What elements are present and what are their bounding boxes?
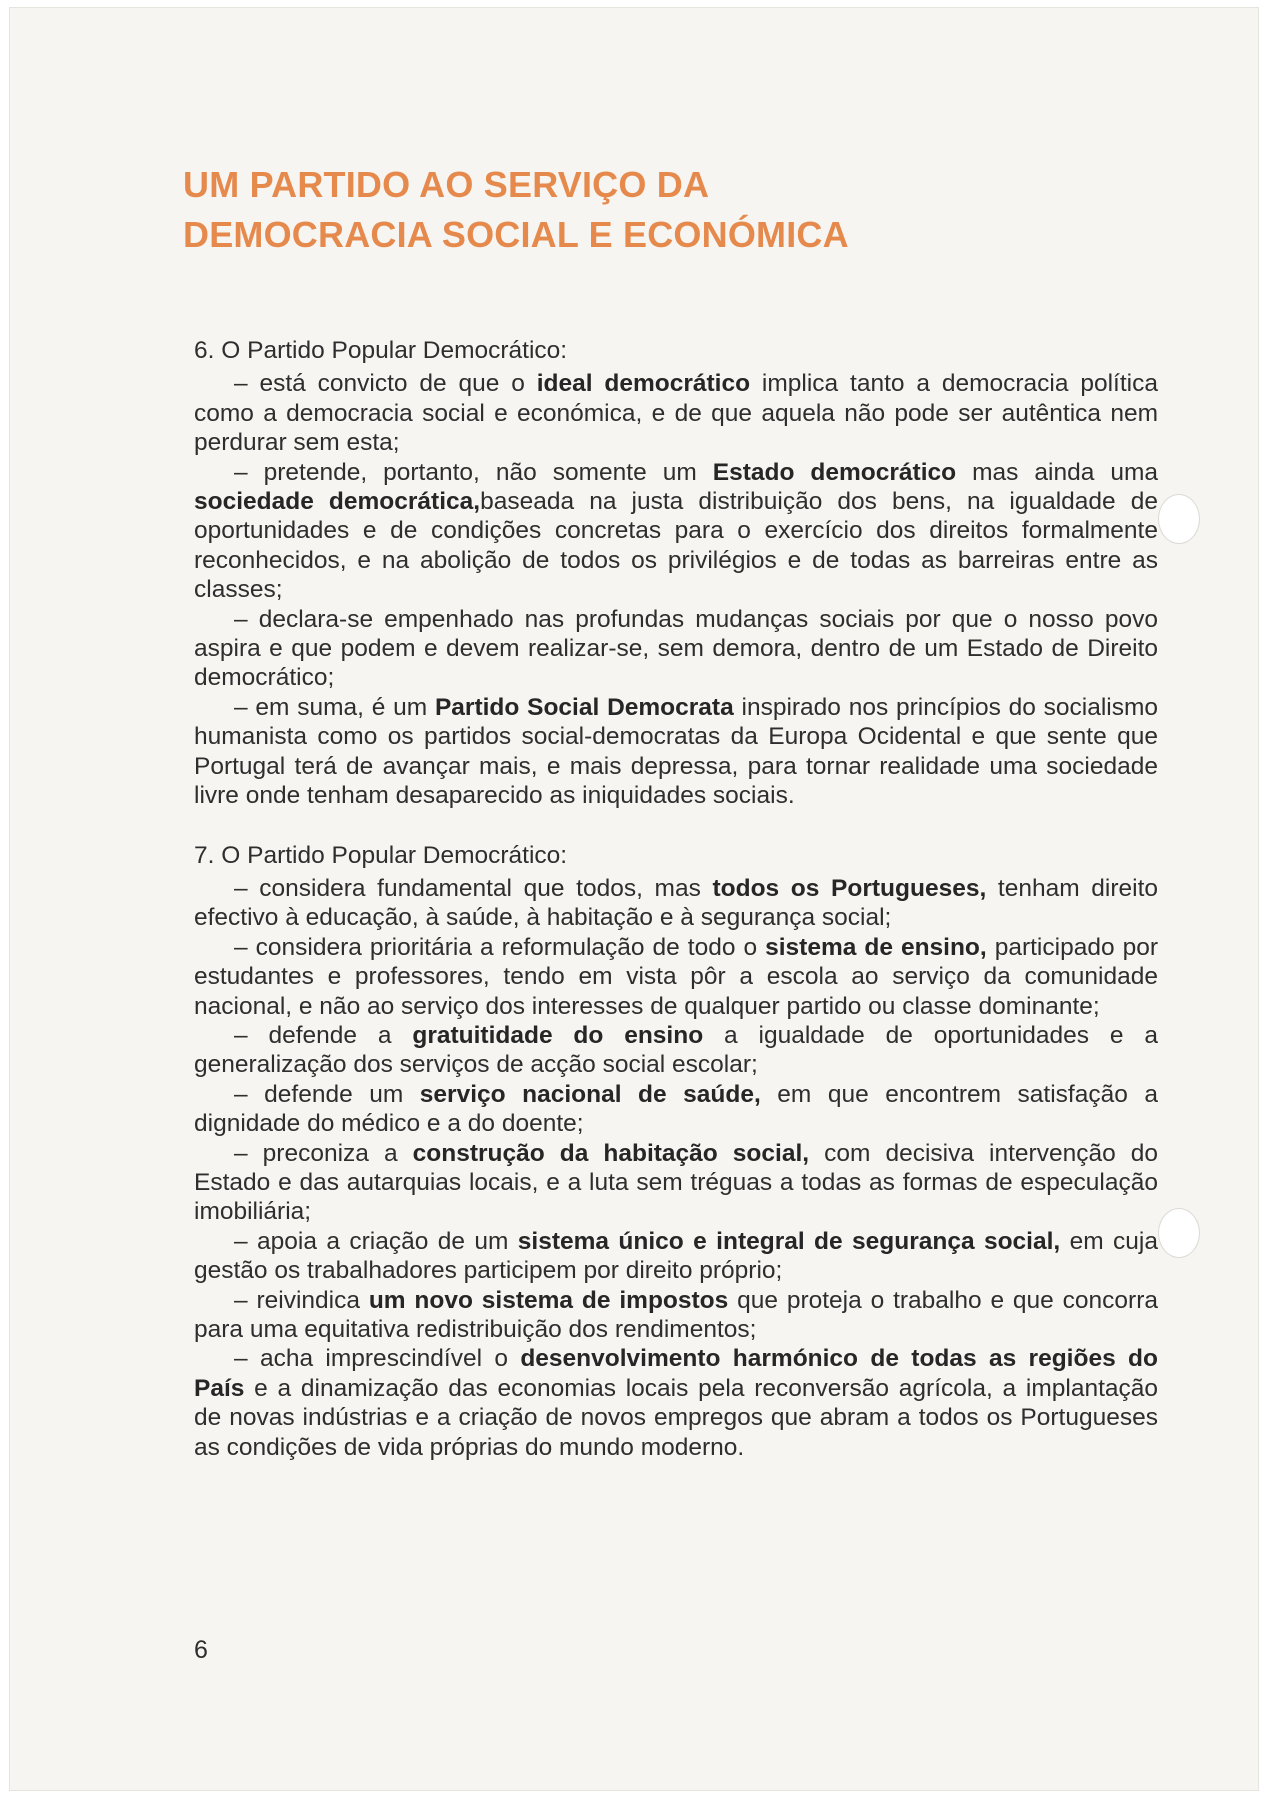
page-number: 6 bbox=[194, 1636, 208, 1664]
text-run: inspirado nos princípios do socialismo humanista como os partidos social-democratas da Europa Ocidental e que sente que Portugal terá de avançar mais, e mais depressa, para tornar realidade uma sociedade livre onde tenham desaparecido as iniquidades sociais. bbox=[194, 693, 1159, 810]
bold-phrase: Partido Social Democrata bbox=[434, 693, 734, 721]
text-run: com decisiva intervenção do Estado e das autarquias locais, e a luta sem tréguas a todas as formas de especulação imobiliária; bbox=[194, 1139, 1158, 1226]
text-run: baseada na justa distribuição dos bens, na igualdade de oportunidades e de condições concretas para o exercício dos direitos formalmente reconhecidos, e na abolição de todos os privilégios e de todas as barreiras entre as classes; bbox=[194, 488, 1159, 604]
text-run: em que encontrem satisfação a dignidade do médico e a do doente; bbox=[194, 1080, 1158, 1138]
text-run: – acha imprescindível o bbox=[234, 1345, 521, 1373]
paragraph bbox=[194, 933, 1158, 1021]
paragraph bbox=[194, 1286, 1158, 1345]
section-7 bbox=[194, 841, 1158, 1463]
bold-phrase: ideal democrático bbox=[536, 370, 751, 398]
text-run: – pretende, portanto, não somente um bbox=[234, 458, 713, 486]
text-run: – defende a bbox=[234, 1021, 413, 1049]
paragraph bbox=[194, 1227, 1158, 1286]
punch-hole bbox=[1158, 1208, 1200, 1258]
bold-phrase: desenvolvimento harmónico de todas as regiões do País bbox=[194, 1345, 1158, 1402]
paragraph bbox=[194, 458, 1158, 605]
bold-phrase: gratuitidade do ensino bbox=[412, 1021, 704, 1049]
text-run: – em suma, é um bbox=[234, 693, 435, 721]
paragraph bbox=[194, 369, 1158, 457]
paragraph bbox=[194, 1344, 1158, 1462]
text-run: – preconiza a bbox=[234, 1139, 413, 1167]
paragraph bbox=[194, 693, 1158, 811]
text-run: – considera fundamental que todos, mas bbox=[234, 874, 713, 902]
text-run: a igualdade de oportunidades e a generalização dos serviços de acção social escolar; bbox=[194, 1021, 1158, 1079]
paragraph bbox=[194, 1080, 1158, 1139]
bold-phrase: sistema único e integral de segurança social, bbox=[517, 1227, 1061, 1255]
paragraph bbox=[194, 605, 1158, 693]
bold-phrase: um novo sistema de impostos bbox=[368, 1286, 729, 1314]
bold-phrase: sistema de ensino, bbox=[765, 933, 987, 961]
section-6 bbox=[194, 336, 1158, 811]
paragraph bbox=[194, 1021, 1158, 1080]
text-run: implica tanto a democracia política como a democracia social e económica, e de que aquela não pode ser autêntica nem perdurar sem esta; bbox=[194, 370, 1158, 457]
paragraph bbox=[194, 1139, 1158, 1227]
text-run: – está convicto de que o bbox=[234, 370, 537, 398]
section-heading: 7. O Partido Popular Democrático: bbox=[194, 841, 568, 869]
page-title-line-2: DEMOCRACIA SOCIAL E ECONÓMICA bbox=[183, 214, 849, 255]
bold-phrase: todos os Portugueses, bbox=[712, 874, 987, 902]
document-body bbox=[194, 336, 1158, 1462]
punch-hole bbox=[1158, 494, 1200, 544]
text-run: que proteja o trabalho e que concorra para uma equitativa redistribuição dos rendimentos; bbox=[194, 1286, 1158, 1343]
text-run: – apoia a criação de um bbox=[234, 1227, 518, 1255]
text-run: – declara-se empenhado nas profundas mudanças sociais por que o nosso povo aspira e que podem e devem realizar-se, sem demora, dentro de um Estado de Direito democrático; bbox=[194, 605, 1158, 692]
bold-phrase: construção da habitação social, bbox=[412, 1139, 810, 1167]
text-run: e a dinamização das economias locais pela reconversão agrícola, a implantação de novas indústrias e a criação de novos empregos que abram a todos os Portugueses as condições de vida próprias do mundo moderno. bbox=[194, 1374, 1158, 1461]
text-run: – considera prioritária a reformulação de todo o bbox=[234, 933, 766, 961]
paragraph bbox=[194, 874, 1158, 933]
section-heading: 6. O Partido Popular Democrático: bbox=[194, 337, 568, 364]
text-run: mas ainda uma bbox=[956, 458, 1158, 486]
page-title-line-1: UM PARTIDO AO SERVIÇO DA bbox=[183, 164, 710, 205]
text-run: em cuja gestão os trabalhadores participem por direito próprio; bbox=[194, 1227, 1158, 1285]
text-run: – reivindica bbox=[234, 1286, 369, 1314]
bold-phrase: sociedade democrática, bbox=[194, 488, 481, 516]
text-run: – defende um bbox=[234, 1080, 420, 1108]
text-run: participado por estudantes e professores, tendo em vista pôr a escola ao serviço da comunidade nacional, e não ao serviço dos interesses de qualquer partido ou classe dominante; bbox=[194, 933, 1158, 1020]
bold-phrase: Estado democrático bbox=[712, 458, 957, 486]
text-run: tenham direito efectivo à educação, à saúde, à habitação e à segurança social; bbox=[194, 874, 1159, 932]
bold-phrase: serviço nacional de saúde, bbox=[419, 1080, 761, 1108]
page-title bbox=[183, 160, 1083, 260]
